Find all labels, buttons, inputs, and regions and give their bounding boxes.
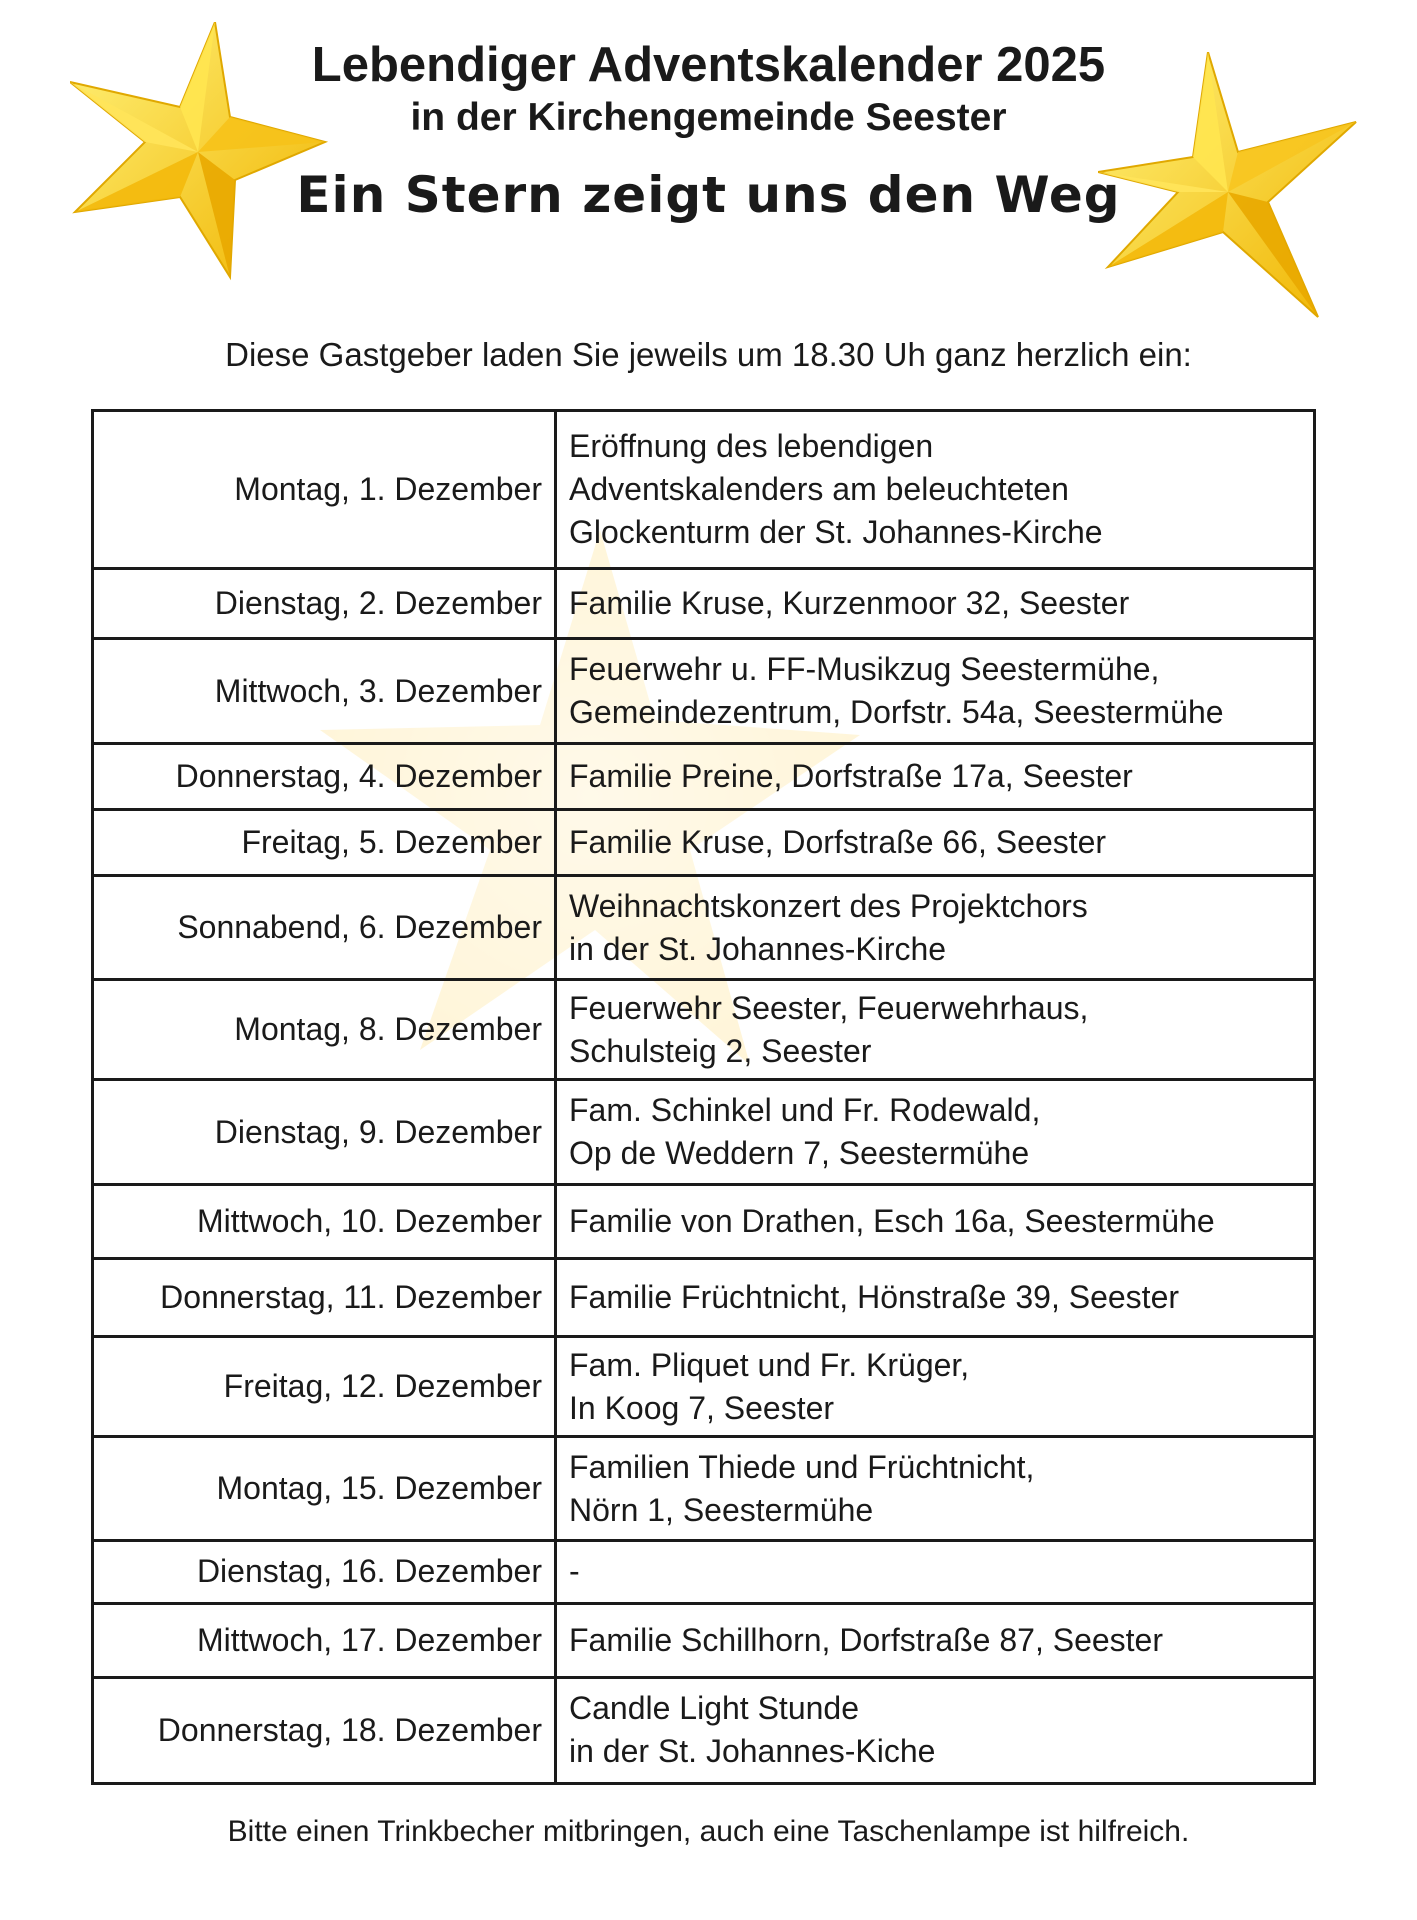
page-title: Lebendiger Adventskalender 2025 — [311, 38, 1106, 92]
event-date: Dienstag, 9. Dezember — [93, 1080, 556, 1184]
event-date: Dienstag, 16. Dezember — [93, 1541, 556, 1603]
event-host: Familie Kruse, Dorfstraße 66, Seester — [556, 809, 1315, 875]
page-subtitle: in der Kirchengemeinde Seester — [410, 96, 1007, 139]
event-host: Familie Früchtnicht, Hönstraße 39, Seester — [556, 1258, 1315, 1336]
event-date: Mittwoch, 3. Dezember — [93, 639, 556, 743]
header — [0, 35, 1417, 225]
event-date: Mittwoch, 10. Dezember — [93, 1184, 556, 1258]
event-host: Familie Kruse, Kurzenmoor 32, Seester — [556, 569, 1315, 639]
event-host: Familie Preine, Dorfstraße 17a, Seester — [556, 743, 1315, 809]
event-date: Freitag, 5. Dezember — [93, 809, 556, 875]
table-row — [93, 1677, 1315, 1783]
event-date: Donnerstag, 18. Dezember — [93, 1677, 556, 1783]
table-row — [93, 875, 1315, 979]
event-host: Feuerwehr Seester, Feuerwehrhaus, Schulsteig 2, Seester — [556, 980, 1315, 1080]
event-date: Mittwoch, 17. Dezember — [93, 1603, 556, 1677]
event-date: Montag, 1. Dezember — [93, 411, 556, 569]
event-date: Freitag, 12. Dezember — [93, 1336, 556, 1436]
event-date: Donnerstag, 4. Dezember — [93, 743, 556, 809]
event-date: Donnerstag, 11. Dezember — [93, 1258, 556, 1336]
table-row — [93, 1080, 1315, 1184]
table-row — [93, 1603, 1315, 1677]
event-date: Sonnabend, 6. Dezember — [93, 875, 556, 979]
event-date: Dienstag, 2. Dezember — [93, 569, 556, 639]
event-date: Montag, 15. Dezember — [93, 1437, 556, 1541]
event-host: Weihnachtskonzert des Projektchors in der St. Johannes-Kirche — [556, 875, 1315, 979]
event-date: Montag, 8. Dezember — [93, 980, 556, 1080]
event-host: Familie von Drathen, Esch 16a, Seestermühe — [556, 1184, 1315, 1258]
table-row — [93, 411, 1315, 569]
table-row — [93, 1336, 1315, 1436]
event-host: Fam. Schinkel und Fr. Rodewald, Op de Weddern 7, Seestermühe — [556, 1080, 1315, 1184]
table-row — [93, 980, 1315, 1080]
table-row — [93, 743, 1315, 809]
event-host: Feuerwehr u. FF-Musikzug Seestermühe, Gemeindezentrum, Dorfstr. 54a, Seestermühe — [556, 639, 1315, 743]
event-host: Candle Light Stunde in der St. Johannes-Kiche — [556, 1677, 1315, 1783]
table-row — [93, 1258, 1315, 1336]
table-row — [93, 569, 1315, 639]
footer-note: Bitte einen Trinkbecher mitbringen, auch eine Taschenlampe ist hilfreich. — [227, 1815, 1190, 1848]
event-host: Familie Schillhorn, Dorfstraße 87, Seester — [556, 1603, 1315, 1677]
event-host: Eröffnung des lebendigen Adventskalenders am beleuchteten Glockenturm der St. Johannes-Kirche — [556, 411, 1315, 569]
table-row — [93, 1184, 1315, 1258]
table-row — [93, 1437, 1315, 1541]
motto: Ein Stern zeigt uns den Weg — [296, 166, 1121, 224]
event-host: Fam. Pliquet und Fr. Krüger, In Koog 7, Seester — [556, 1336, 1315, 1436]
intro-text: Diese Gastgeber laden Sie jeweils um 18.30 Uh ganz herzlich ein: — [225, 336, 1192, 373]
table-row — [93, 639, 1315, 743]
table-row — [93, 1541, 1315, 1603]
table-row — [93, 809, 1315, 875]
event-host: - — [556, 1541, 1315, 1603]
event-host: Familien Thiede und Früchtnicht, Nörn 1, Seestermühe — [556, 1437, 1315, 1541]
advent-calendar-table — [91, 409, 1316, 1785]
